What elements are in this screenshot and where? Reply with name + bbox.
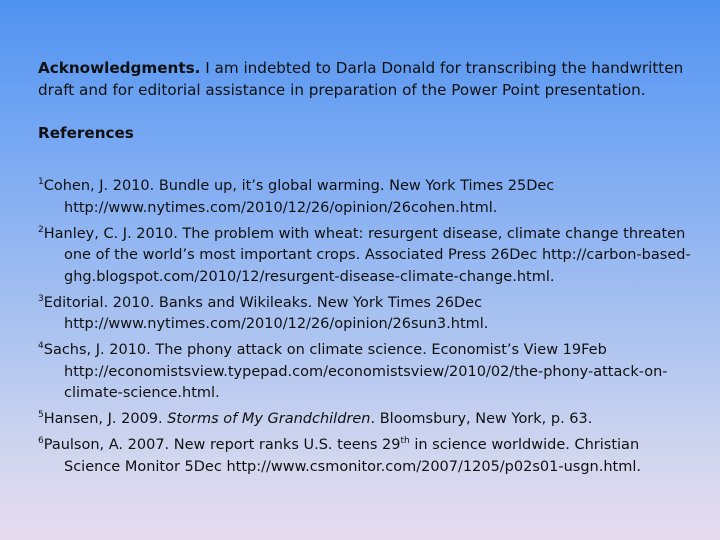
reference-number: 4 [38,341,44,351]
reference-item-5 [38,409,698,431]
reference-text: Sachs, J. 2010. The phony attack on climate science. Economist’s View 19Feb [43,342,607,358]
reference-text: Hansen, J. 2009. [43,411,168,427]
reference-url: http://www.nytimes.com/2010/12/26/opinion/26sun3.html. [64,316,489,332]
acknowledgments-text: I am indebted to Darla Donald for transcribing the handwritten draft and for editorial assistance in preparation of the Power Point presentation. [38,59,684,100]
reference-text: Editorial. 2010. Banks and Wikileaks. New York Times 26Dec [43,294,483,311]
reference-text: Paulson, A. 2007. New report ranks U.S. teens 29 [43,437,401,453]
references-heading: References [38,124,134,142]
ordinal-suffix: th [400,436,410,446]
reference-url: http://carbon-based-ghg.blogspot.com/2010/12/resurgent-disease-climate-change.html. [64,247,691,285]
reference-item-3 [38,293,698,336]
reference-text-after: . Bloomsbury, New York, p. 63. [370,411,593,427]
reference-text-after: in science worldwide. Christian Science Monitor 5Dec http://www.csmonitor.com/2007/1205/p02s01-usgn.html. [64,437,641,475]
reference-text: Hanley, C. J. 2010. The problem with wheat: resurgent disease, climate change threaten one of the world’s most important crops. Associated Press 26Dec [43,225,686,263]
acknowledgments-heading: Acknowledgments. [38,59,201,78]
reference-number: 1 [38,177,44,187]
reference-number: 3 [38,293,44,304]
reference-item-4 [38,340,698,405]
reference-number: 6 [38,436,44,446]
reference-item-6 [38,435,698,478]
reference-item-2 [38,224,698,289]
reference-number: 5 [38,410,44,420]
reference-text: Cohen, J. 2010. Bundle up, it’s global warming. New York Times 25Dec [43,178,555,194]
reference-url: http://economistsview.typepad.com/economistsview/2010/02/the-phony-attack-on-climate-science.html. [64,363,668,401]
reference-item-1 [38,176,698,219]
reference-number: 2 [38,224,44,235]
reference-book-title: Storms of My Grandchildren [167,411,371,427]
reference-url: http://www.nytimes.com/2010/12/26/opinion/26cohen.html. [64,199,498,216]
acknowledgments-paragraph [38,57,698,101]
references-list [38,176,698,483]
